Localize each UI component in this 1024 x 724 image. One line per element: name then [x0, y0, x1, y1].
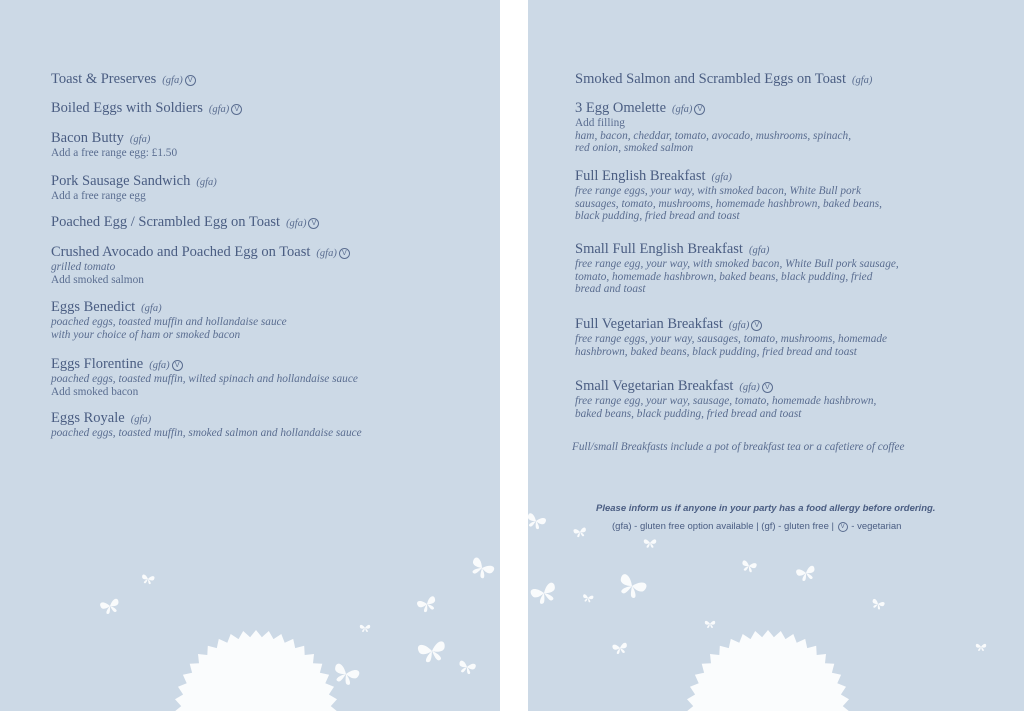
gluten-free-option-tag: (gfa)	[739, 382, 760, 393]
menu-item-description: poached eggs, toasted muffin, wilted spinach and hollandaise sauce	[51, 373, 358, 385]
gluten-free-option-tag: (gfa)	[851, 75, 873, 86]
menu-item-description: sausages, tomato, mushrooms, homemade hashbrown, baked beans,	[575, 197, 882, 210]
menu-item-title: Boiled Eggs with Soldiers	[51, 100, 203, 116]
vegetarian-icon: V	[762, 382, 773, 393]
gluten-free-option-tag: (gfa)	[728, 320, 750, 331]
butterfly-icon	[573, 527, 587, 538]
butterfly-icon	[360, 625, 370, 632]
vegetarian-icon: V	[838, 522, 848, 532]
menu-item-title: Toast & Preserves	[51, 71, 157, 87]
menu-item-description: hashbrown, baked beans, black pudding, fried bread and toast	[575, 345, 857, 358]
butterfly-icon	[331, 663, 360, 687]
menu-item-title: Eggs Royale	[51, 410, 125, 426]
menu-item-description: poached eggs, toasted muffin and hollandaise sauce	[51, 316, 287, 328]
menu-item-title: Pork Sausage Sandwich	[51, 173, 191, 189]
butterfly-icon	[870, 598, 885, 610]
butterfly-icon	[457, 660, 476, 675]
menu-page-right	[528, 0, 1024, 711]
vegetarian-icon: V	[308, 218, 319, 229]
menu-item-description: free range egg, your way, with smoked bacon, White Bull pork sausage,	[575, 258, 899, 270]
breakfast-note: Full/small Breakfasts include a pot of breakfast tea or a cafetiere of coffee	[572, 441, 905, 453]
legend-text-start: (gfa) - gluten free option available | (gf) - gluten free |	[612, 521, 834, 532]
menu-item-addon: Add smoked bacon	[51, 385, 139, 398]
menu-item-addon: Add smoked salmon	[51, 273, 144, 286]
gluten-free-option-tag: (gfa)	[316, 248, 337, 259]
butterfly-icon	[417, 641, 447, 664]
gluten-free-option-tag: (gfa)	[196, 177, 217, 188]
butterfly-icon	[976, 644, 986, 651]
menu-item-description: bread and toast	[575, 283, 646, 296]
menu-item-addon: Add a free range egg: £1.50	[51, 147, 178, 159]
menu-item-addon: Add filling	[575, 117, 625, 129]
menu-item-description: free range egg, your way, sausage, tomato, homemade hashbrown,	[575, 395, 877, 407]
menu-item-title: Eggs Florentine	[51, 356, 144, 372]
vegetarian-icon: V	[339, 248, 350, 259]
menu-item-title: Full English Breakfast	[575, 168, 706, 184]
butterfly-icon	[141, 574, 155, 585]
menu-item-description: red onion, smoked salmon	[575, 142, 694, 155]
butterfly-decoration-right	[528, 0, 1024, 711]
gluten-free-option-tag: (gfa)	[129, 134, 151, 145]
legend-text-end: - vegetarian	[851, 521, 902, 532]
butterfly-icon	[582, 594, 593, 603]
butterfly-icon	[416, 596, 438, 614]
vegetarian-icon: V	[751, 320, 762, 331]
menu-item-title: Small Vegetarian Breakfast	[575, 378, 734, 394]
gluten-free-option-tag: (gfa)	[208, 104, 230, 115]
gluten-free-option-tag: (gfa)	[286, 218, 307, 229]
butterfly-icon	[796, 565, 817, 582]
menu-item-title: Eggs Benedict	[51, 299, 136, 315]
butterfly-icon	[468, 556, 496, 581]
menu-item-description: grilled tomato	[51, 261, 116, 273]
butterfly-icon	[644, 539, 656, 547]
menu-item-description: poached eggs, toasted muffin, smoked salmon and hollandaise sauce	[51, 427, 362, 439]
butterfly-icon	[528, 513, 547, 531]
menu-item-title: Poached Egg / Scrambled Egg on Toast	[51, 214, 281, 230]
gluten-free-option-tag: (gfa)	[149, 360, 170, 371]
menu-item-title: 3 Egg Omelette	[575, 100, 667, 116]
rosette-decoration	[686, 630, 850, 711]
butterfly-icon	[741, 560, 758, 573]
menu-item-title: Bacon Butty	[51, 130, 124, 146]
menu-item-description: baked beans, black pudding, fried bread and toast	[575, 407, 802, 420]
butterfly-icon	[612, 643, 628, 655]
gluten-free-option-tag: (gfa)	[711, 172, 732, 183]
butterfly-icon	[530, 582, 559, 606]
gluten-free-option-tag: (gfa)	[672, 104, 693, 115]
butterfly-icon	[705, 621, 715, 628]
menu-item-description: black pudding, fried bread and toast	[575, 210, 740, 223]
menu-item-title: Crushed Avocado and Poached Egg on Toast	[51, 244, 311, 260]
menu-item-description: free range eggs, your way, sausages, tomato, mushrooms, homemade	[575, 333, 887, 345]
allergy-notice: Please inform us if anyone in your party has a food allergy before ordering.	[596, 503, 936, 514]
butterfly-decoration-left	[0, 0, 500, 711]
gluten-free-option-tag: (gfa)	[748, 245, 770, 256]
rosette-decoration	[174, 630, 338, 711]
butterfly-icon	[100, 598, 121, 615]
menu-item-addon: Add a free range egg	[51, 190, 146, 202]
menu-page-left	[0, 0, 500, 711]
menu-item-title: Small Full English Breakfast	[575, 241, 743, 257]
menu-item-description: free range eggs, your way, with smoked bacon, White Bull pork	[575, 185, 862, 197]
vegetarian-icon: V	[231, 104, 242, 115]
vegetarian-icon: V	[694, 104, 705, 115]
vegetarian-icon: V	[185, 75, 196, 86]
gluten-free-option-tag: (gfa)	[162, 75, 183, 86]
menu-item-description: ham, bacon, cheddar, tomato, avocado, mushrooms, spinach,	[575, 129, 852, 142]
butterfly-icon	[615, 573, 647, 601]
menu-item-description: tomato, homemade hashbrown, baked beans, black pudding, fried	[575, 270, 873, 283]
menu-item-description: with your choice of ham or smoked bacon	[51, 328, 241, 341]
gluten-free-option-tag: (gfa)	[130, 414, 152, 425]
menu-item-title: Full Vegetarian Breakfast	[575, 316, 723, 332]
vegetarian-icon: V	[172, 360, 183, 371]
gluten-free-option-tag: (gfa)	[141, 303, 162, 314]
menu-item-title: Smoked Salmon and Scrambled Eggs on Toast	[575, 71, 846, 87]
